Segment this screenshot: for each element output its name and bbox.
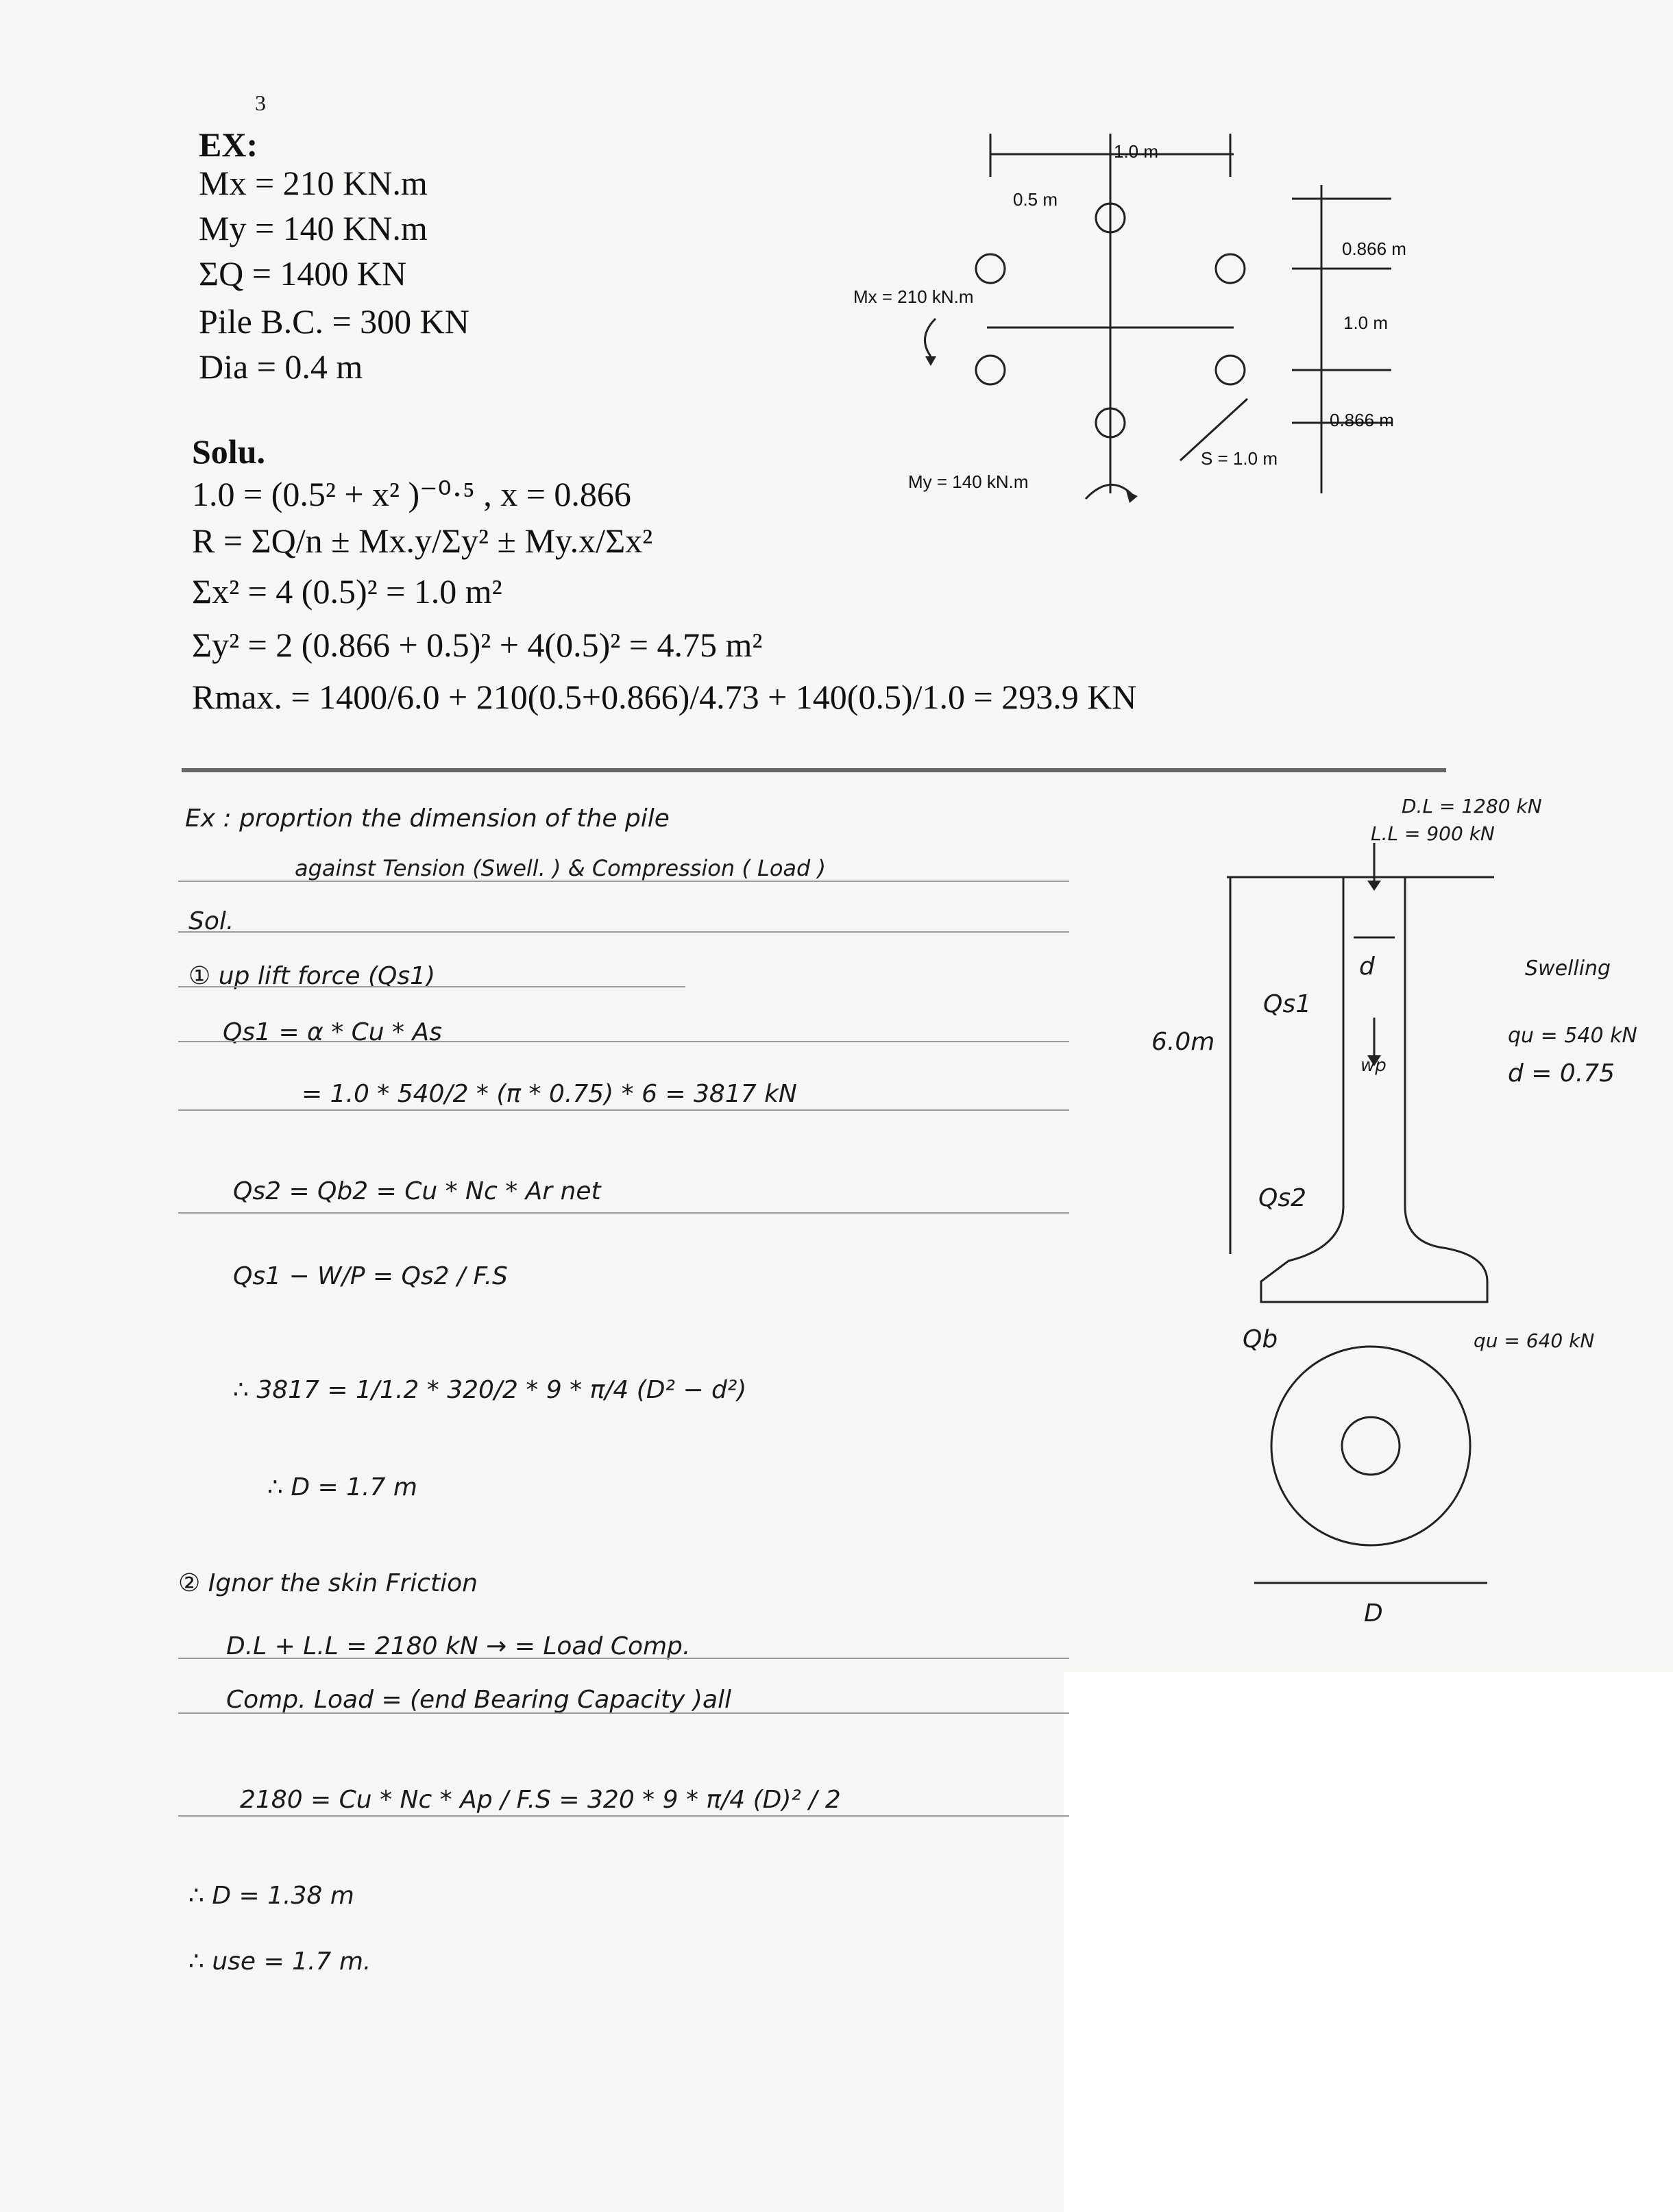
step-sum-x2: Σx² = 4 (0.5)² = 1.0 m²	[192, 572, 502, 611]
part2-heading: ② Ignor the skin Friction	[178, 1569, 478, 1597]
dim-top: 1.0 m	[1114, 141, 1159, 162]
ex2-title-line2: against Tension (Swell. ) & Compression ( Load )	[295, 855, 826, 881]
d-value: d = 0.75	[1508, 1059, 1615, 1087]
dim-right-1: 0.866 m	[1342, 238, 1406, 259]
eq-solve-d: ∴ 3817 = 1/1.2 * 320/2 * 9 * π/4 (D² − d²)	[233, 1376, 747, 1404]
ex2-title-line1: Ex : proprtion the dimension of the pile	[185, 804, 670, 833]
given-pile-bc: Pile B.C. = 300 KN	[199, 302, 469, 341]
given-mx: Mx = 210 KN.m	[199, 164, 428, 202]
my-label: My = 140 kN.m	[908, 471, 1029, 492]
base-diameter-label: D	[1364, 1599, 1383, 1627]
page-number: 3	[255, 90, 266, 115]
dim-right-3: 0.866 m	[1330, 410, 1394, 430]
eq-end-bearing: 2180 = Cu * Nc * Ap / F.S = 320 * 9 * π/4 (D)² / 2	[240, 1786, 841, 1814]
dim-right-2: 1.0 m	[1343, 312, 1389, 333]
step-sum-y2: Σy² = 2 (0.866 + 0.5)² + 4(0.5)² = 4.75 m²	[192, 626, 763, 664]
eq-comp-load: Comp. Load = (end Bearing Capacity )all	[226, 1686, 732, 1714]
load-ll: L.L = 900 kN	[1371, 822, 1495, 845]
eq-total-load: D.L + L.L = 2180 kN → = Load Comp.	[226, 1632, 691, 1660]
depth-label: 6.0m	[1151, 1028, 1215, 1056]
result-use: ∴ use = 1.7 m.	[188, 1947, 371, 1976]
example1-heading: EX:	[199, 125, 258, 164]
part1-heading: ① up lift force (Qs1)	[188, 962, 436, 990]
result-d1: ∴ D = 1.7 m	[267, 1473, 417, 1501]
result-d2: ∴ D = 1.38 m	[188, 1882, 354, 1910]
qu1-label: qu = 540 kN	[1508, 1024, 1637, 1048]
qb-label: Qb	[1243, 1325, 1278, 1353]
load-dl: D.L = 1280 kN	[1402, 795, 1542, 818]
d-label: d	[1359, 953, 1375, 981]
solution-heading: Solu.	[192, 432, 266, 471]
eq-qs1: Qs1 = α * Cu * As	[223, 1018, 442, 1046]
dim-half: 0.5 m	[1013, 189, 1058, 210]
qs1-label: Qs1	[1263, 990, 1311, 1018]
ex2-sol: Sol.	[188, 907, 234, 935]
eq-balance: Qs1 − W/P = Qs2 / F.S	[233, 1262, 508, 1290]
qs2-label: Qs2	[1258, 1184, 1306, 1212]
step-rmax: Rmax. = 1400/6.0 + 210(0.5+0.866)/4.73 + 140(0.5)/1.0 = 293.9 KN	[192, 678, 1137, 716]
given-dia: Dia = 0.4 m	[199, 347, 363, 386]
given-my: My = 140 KN.m	[199, 209, 428, 247]
eq-qs1-value: = 1.0 * 540/2 * (π * 0.75) * 6 = 3817 kN	[302, 1080, 797, 1108]
spacing-label: S = 1.0 m	[1201, 448, 1278, 469]
wp-label: wp	[1360, 1055, 1387, 1076]
swelling-label: Swelling	[1525, 957, 1611, 981]
eq-qs2: Qs2 = Qb2 = Cu * Nc * Ar net	[233, 1177, 601, 1205]
mx-label: Mx = 210 kN.m	[853, 286, 974, 307]
step-r-formula: R = ΣQ/n ± Mx.y/Σy² ± My.x/Σx²	[192, 521, 653, 560]
given-load: ΣQ = 1400 KN	[199, 254, 407, 293]
step-x: 1.0 = (0.5² + x² )⁻⁰·⁵ , x = 0.866	[192, 475, 631, 513]
qu2-label: qu = 640 kN	[1474, 1329, 1595, 1352]
